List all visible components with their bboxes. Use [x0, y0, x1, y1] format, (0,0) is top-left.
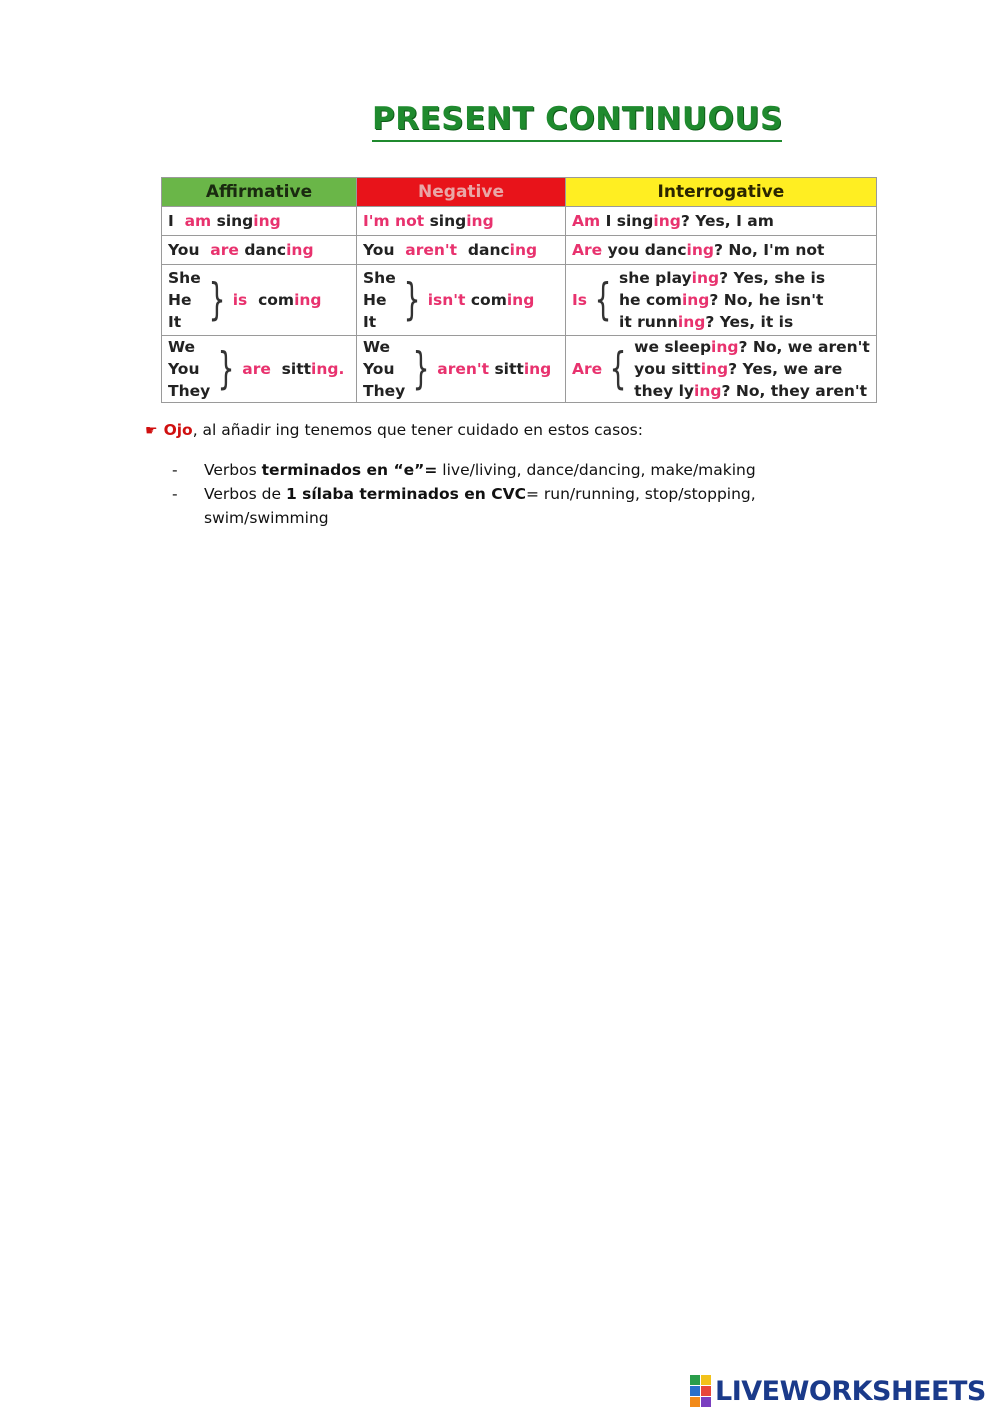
auxiliary: aren't — [437, 360, 490, 378]
subject: He — [363, 291, 387, 309]
ing-suffix: ing — [466, 212, 494, 230]
cell-affirmative — [162, 336, 357, 403]
question-text: you danc — [607, 241, 687, 259]
subject: You — [168, 241, 200, 259]
list-dash: - — [172, 461, 178, 479]
brace-icon: } — [208, 274, 226, 325]
subject: We — [363, 338, 391, 356]
grammar-table — [161, 177, 877, 403]
subject-negation: I'm not — [363, 212, 425, 230]
header-interrogative: Interrogative — [566, 178, 877, 207]
subject: She — [168, 269, 201, 287]
auxiliary: is — [232, 291, 248, 309]
liveworksheets-logo — [690, 1374, 986, 1408]
logo-text: LIVEWORKSHEETS — [715, 1375, 986, 1407]
question-line — [619, 289, 825, 311]
verb-stem: danc — [244, 241, 287, 259]
subject: We — [168, 338, 196, 356]
list-item-text — [204, 458, 756, 482]
subject: She — [363, 269, 396, 287]
rule-examples: = run/running, stop/stopping, swim/swimming — [204, 485, 756, 527]
table-header-row — [162, 178, 877, 207]
auxiliary: am — [184, 212, 212, 230]
subject: You — [363, 241, 395, 259]
ing-suffix: ing — [700, 360, 729, 378]
question-text: it runn — [619, 313, 678, 331]
ing-suffix: ing — [286, 241, 314, 259]
ing-suffix: ing — [506, 291, 535, 309]
subject: It — [363, 313, 377, 331]
question-line — [634, 380, 870, 402]
list-item — [172, 482, 792, 530]
logo-mark-icon — [690, 1375, 711, 1407]
cell-affirmative — [162, 265, 357, 336]
answer-text: ? Yes, I am — [680, 212, 774, 230]
cell-negative — [357, 265, 566, 336]
subject-list — [363, 267, 396, 333]
auxiliary: are — [210, 241, 239, 259]
question-text: she play — [619, 269, 692, 287]
cell-interrogative — [566, 265, 877, 336]
subject-list — [168, 267, 201, 333]
answer-text: ? Yes, we are — [728, 360, 843, 378]
ing-suffix: ing — [653, 212, 681, 230]
question-list — [634, 336, 870, 402]
cell-interrogative — [566, 236, 877, 265]
table-row — [162, 265, 877, 336]
auxiliary: aren't — [405, 241, 458, 259]
header-affirmative: Affirmative — [162, 178, 357, 207]
page-title: PRESENT CONTINUOUS — [372, 98, 782, 142]
header-negative: Negative — [357, 178, 566, 207]
cell-affirmative — [162, 207, 357, 236]
ing-suffix: ing — [253, 212, 281, 230]
rule-emphasis: 1 sílaba terminados en CVC — [285, 485, 526, 503]
ing-suffix: ing. — [311, 360, 345, 378]
cell-interrogative — [566, 336, 877, 403]
question-line — [634, 358, 870, 380]
subject: He — [168, 291, 192, 309]
answer-text: ? No, they aren't — [721, 382, 868, 400]
note-paragraph — [145, 421, 643, 439]
auxiliary: isn't — [427, 291, 466, 309]
answer-text: ? No, he isn't — [709, 291, 824, 309]
verb-stem: sitt — [281, 360, 312, 378]
verb-stem: sing — [216, 212, 254, 230]
brace-icon: { — [609, 343, 627, 394]
cell-negative — [357, 336, 566, 403]
ing-suffix: ing — [686, 241, 714, 259]
ing-suffix: ing — [509, 241, 538, 259]
brace-icon: } — [217, 343, 235, 394]
cell-negative — [357, 236, 566, 265]
question-text: you sitt — [634, 360, 701, 378]
ing-suffix: ing — [691, 269, 720, 287]
ing-suffix: ing — [694, 382, 722, 400]
subject-list — [363, 336, 405, 402]
subject: You — [168, 360, 200, 378]
rule-prefix: Verbos de — [204, 485, 286, 503]
verb-stem: sitt — [494, 360, 524, 378]
rules-list — [172, 458, 792, 530]
answer-text: ? Yes, she is — [719, 269, 826, 287]
cell-affirmative — [162, 236, 357, 265]
auxiliary: are — [242, 360, 271, 378]
subject: It — [168, 313, 182, 331]
table-row — [162, 236, 877, 265]
list-dash: - — [172, 485, 178, 503]
rule-emphasis: terminados en “e”= — [261, 461, 438, 479]
ing-suffix: ing — [711, 338, 739, 356]
subject: You — [363, 360, 395, 378]
answer-text: ? No, I'm not — [713, 241, 825, 259]
rule-examples: live/living, dance/dancing, make/making — [437, 461, 756, 479]
table-row — [162, 207, 877, 236]
ing-suffix: ing — [677, 313, 706, 331]
hand-pointing-icon: ☛ — [145, 423, 158, 439]
subject-list — [168, 336, 210, 402]
list-item-text — [204, 482, 792, 530]
question-line — [619, 311, 825, 333]
note-text: , al añadir ing tenemos que tener cuidado en estos casos: — [192, 421, 643, 439]
auxiliary: Am — [572, 212, 601, 230]
subject: I — [168, 212, 174, 230]
ing-suffix: ing — [294, 291, 322, 309]
question-text: they ly — [634, 382, 695, 400]
subject: They — [168, 382, 211, 400]
verb-stem: com — [470, 291, 507, 309]
cell-interrogative — [566, 207, 877, 236]
auxiliary: Are — [572, 360, 603, 378]
brace-icon: } — [403, 274, 421, 325]
ing-suffix: ing — [681, 291, 710, 309]
subject: They — [363, 382, 406, 400]
question-line — [634, 336, 870, 358]
question-line — [619, 267, 825, 289]
verb-stem: danc — [467, 241, 510, 259]
question-list — [619, 267, 825, 333]
ing-suffix: ing — [523, 360, 552, 378]
rule-prefix: Verbos — [204, 461, 262, 479]
table-row — [162, 336, 877, 403]
cell-negative — [357, 207, 566, 236]
auxiliary: Are — [572, 241, 603, 259]
question-text: he com — [619, 291, 682, 309]
question-text: we sleep — [634, 338, 712, 356]
auxiliary: Is — [572, 291, 587, 309]
list-item — [172, 458, 792, 482]
verb-stem: sing — [429, 212, 467, 230]
brace-icon: } — [412, 343, 430, 394]
question-text: I sing — [605, 212, 654, 230]
brace-icon: { — [594, 274, 612, 325]
answer-text: ? No, we aren't — [738, 338, 870, 356]
note-highlight: Ojo — [163, 421, 193, 439]
answer-text: ? Yes, it is — [705, 313, 794, 331]
verb-stem: com — [258, 291, 295, 309]
